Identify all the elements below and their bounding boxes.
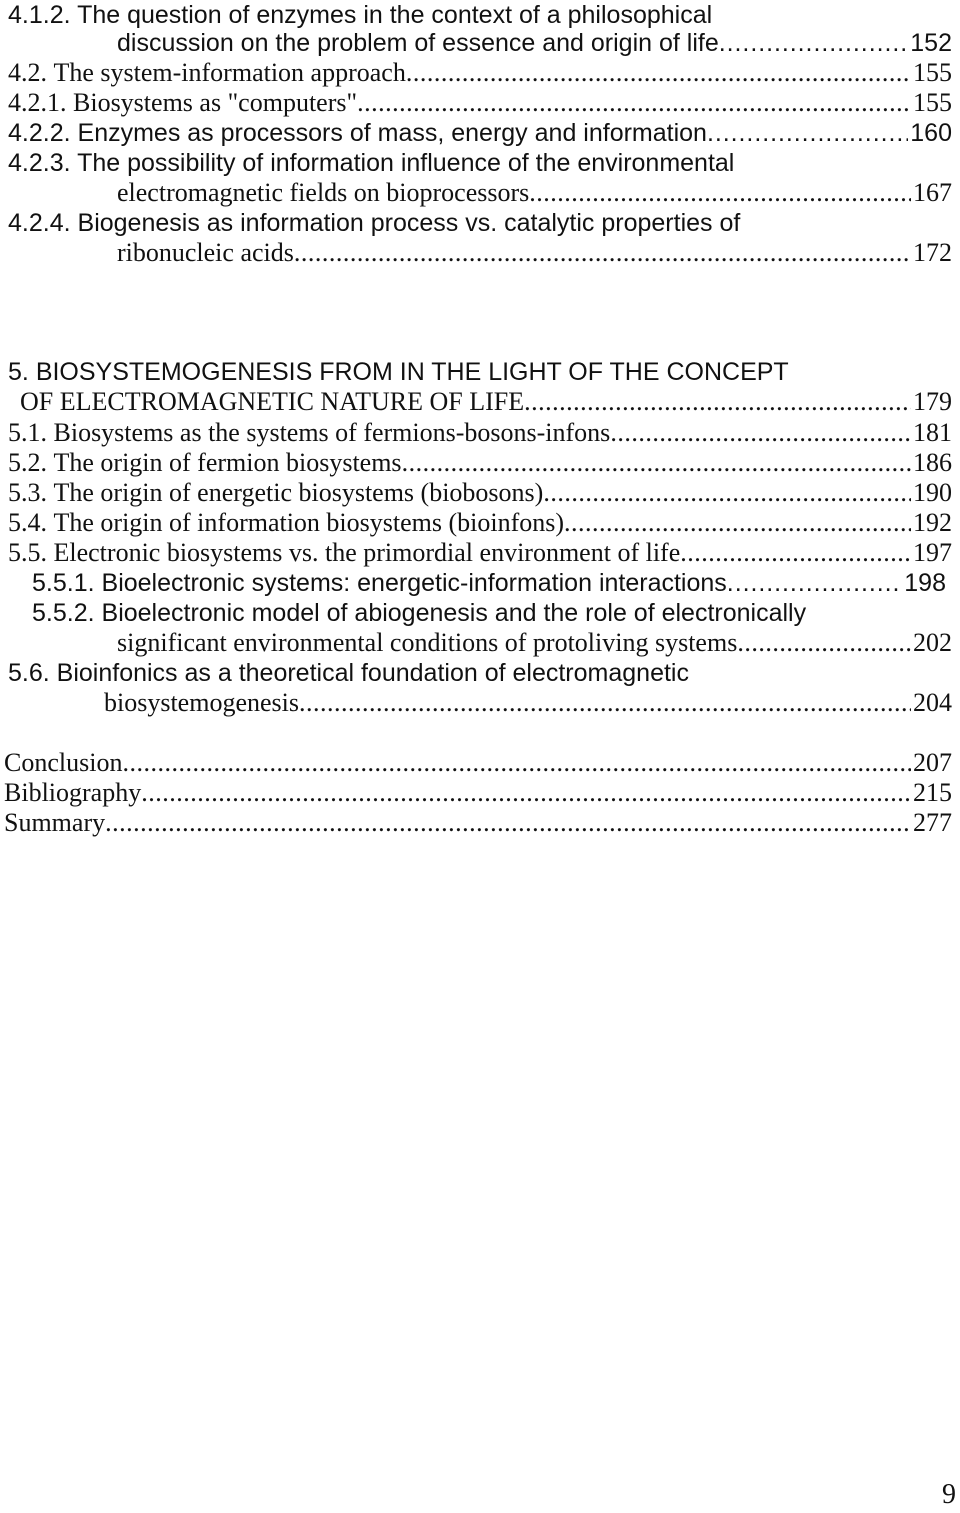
entry-number: 4.2.3. [8,149,71,177]
entry-page: 181 [913,418,952,447]
dot-leader [141,778,911,808]
toc-entry-heading [32,598,806,628]
toc-chapter-heading [8,357,789,387]
dot-leader [727,568,902,598]
dot-leader [357,88,911,118]
entry-title: discussion on the problem of essence and origin of life [117,29,719,57]
entry-title: Biosystems as "computers" [73,88,358,117]
toc-entry[interactable] [8,58,952,88]
toc-entry-heading [8,208,740,238]
toc-entry[interactable] [117,178,952,208]
toc-entry-heading [8,658,689,688]
entry-title: The question of enzymes in the context of a philosophical [77,1,713,29]
toc-entry[interactable] [4,748,952,778]
entry-title: significant environmental conditions of protoliving systems [117,628,738,657]
toc-entry[interactable] [104,688,952,718]
entry-title: Conclusion [4,748,123,777]
toc-entry[interactable] [32,568,946,598]
entry-title: OF ELECTROMAGNETIC NATURE OF LIFE [20,387,525,416]
entry-title: biosystemogenesis [104,688,299,717]
entry-title: The system-information approach [53,58,406,87]
entry-title: Bioelectronic systems: energetic-information interactions [101,569,727,597]
dot-leader [529,178,911,208]
dot-leader [719,28,909,58]
entry-number: 4.2. [8,58,47,87]
dot-leader [707,118,908,148]
entry-number: 5.5.2. [32,599,95,627]
entry-page: 204 [913,688,952,717]
entry-title: Electronic biosystems vs. the primordial environment of life [53,538,681,567]
entry-page: 186 [913,448,952,477]
entry-page: 202 [913,628,952,657]
dot-leader [543,478,911,508]
toc-entry[interactable] [4,808,952,838]
toc-entry[interactable] [8,508,952,538]
entry-page: 197 [913,538,952,567]
entry-title: Biosystems as the systems of fermions-bosons-infons [53,418,611,447]
entry-number: 5.3. [8,478,47,507]
dot-leader [737,628,911,658]
entry-number: 4.2.1. [8,88,67,117]
entry-page: 155 [913,58,952,87]
entry-page: 207 [913,748,952,777]
toc-entry-heading [8,0,712,30]
dot-leader [294,238,911,268]
entry-page: 215 [913,778,952,807]
entry-page: 277 [913,808,952,837]
entry-number: 5.4. [8,508,47,537]
entry-title: Bioelectronic model of abiogenesis and the role of electronically [101,599,807,627]
toc-entry[interactable] [8,88,952,118]
entry-page: 190 [913,478,952,507]
entry-number: 5.6. [8,659,50,687]
entry-number: 5. [8,358,29,386]
dot-leader [610,418,911,448]
entry-title: The origin of information biosystems (bioinfons) [53,508,565,537]
toc-entry[interactable] [20,387,952,417]
entry-title: Summary [4,808,106,837]
entry-title: The possibility of information influence of the environmental [77,149,735,177]
dot-leader [402,448,911,478]
entry-number: 4.2.4. [8,209,71,237]
dot-leader [105,808,911,838]
dot-leader [406,58,911,88]
entry-number: 5.1. [8,418,47,447]
entry-title: Bioinfonics as a theoretical foundation of electromagnetic [56,659,689,687]
dot-leader [564,508,911,538]
entry-page: 198 [904,569,946,597]
entry-number: 4.2.2. [8,119,71,147]
toc-entry[interactable] [8,118,952,148]
toc-entry[interactable] [8,478,952,508]
entry-title: The origin of energetic biosystems (biobosons) [53,478,544,507]
dot-leader [680,538,911,568]
toc-entry[interactable] [4,778,952,808]
toc-entry[interactable] [8,418,952,448]
entry-page: 179 [913,387,952,416]
entry-title: The origin of fermion biosystems [53,448,402,477]
toc-entry[interactable] [117,28,952,58]
dot-leader [299,688,911,718]
entry-title: electromagnetic fields on bioprocessors [117,178,530,207]
entry-page: 155 [913,88,952,117]
toc-entry[interactable] [8,448,952,478]
entry-page: 152 [910,29,952,57]
entry-title: BIOSYSTEMOGENESIS FROM IN THE LIGHT OF THE CONCEPT [35,358,789,386]
toc-entry[interactable] [8,538,952,568]
entry-page: 172 [913,238,952,267]
entry-page: 192 [913,508,952,537]
entry-title: Enzymes as processors of mass, energy and information [77,119,707,147]
page-number: 9 [942,1479,956,1510]
entry-title: ribonucleic acids [117,238,294,267]
entry-title: Biogenesis as information process vs. catalytic properties of [77,209,741,237]
toc-entry[interactable] [117,238,952,268]
dot-leader [122,748,911,778]
entry-page: 167 [913,178,952,207]
entry-number: 4.1.2. [8,1,71,29]
entry-title: Bibliography [4,778,142,807]
entry-page: 160 [910,119,952,147]
dot-leader [524,387,911,417]
toc-entry-heading [8,148,734,178]
entry-number: 5.2. [8,448,47,477]
toc-entry[interactable] [117,628,952,658]
entry-number: 5.5. [8,538,47,567]
entry-number: 5.5.1. [32,569,95,597]
